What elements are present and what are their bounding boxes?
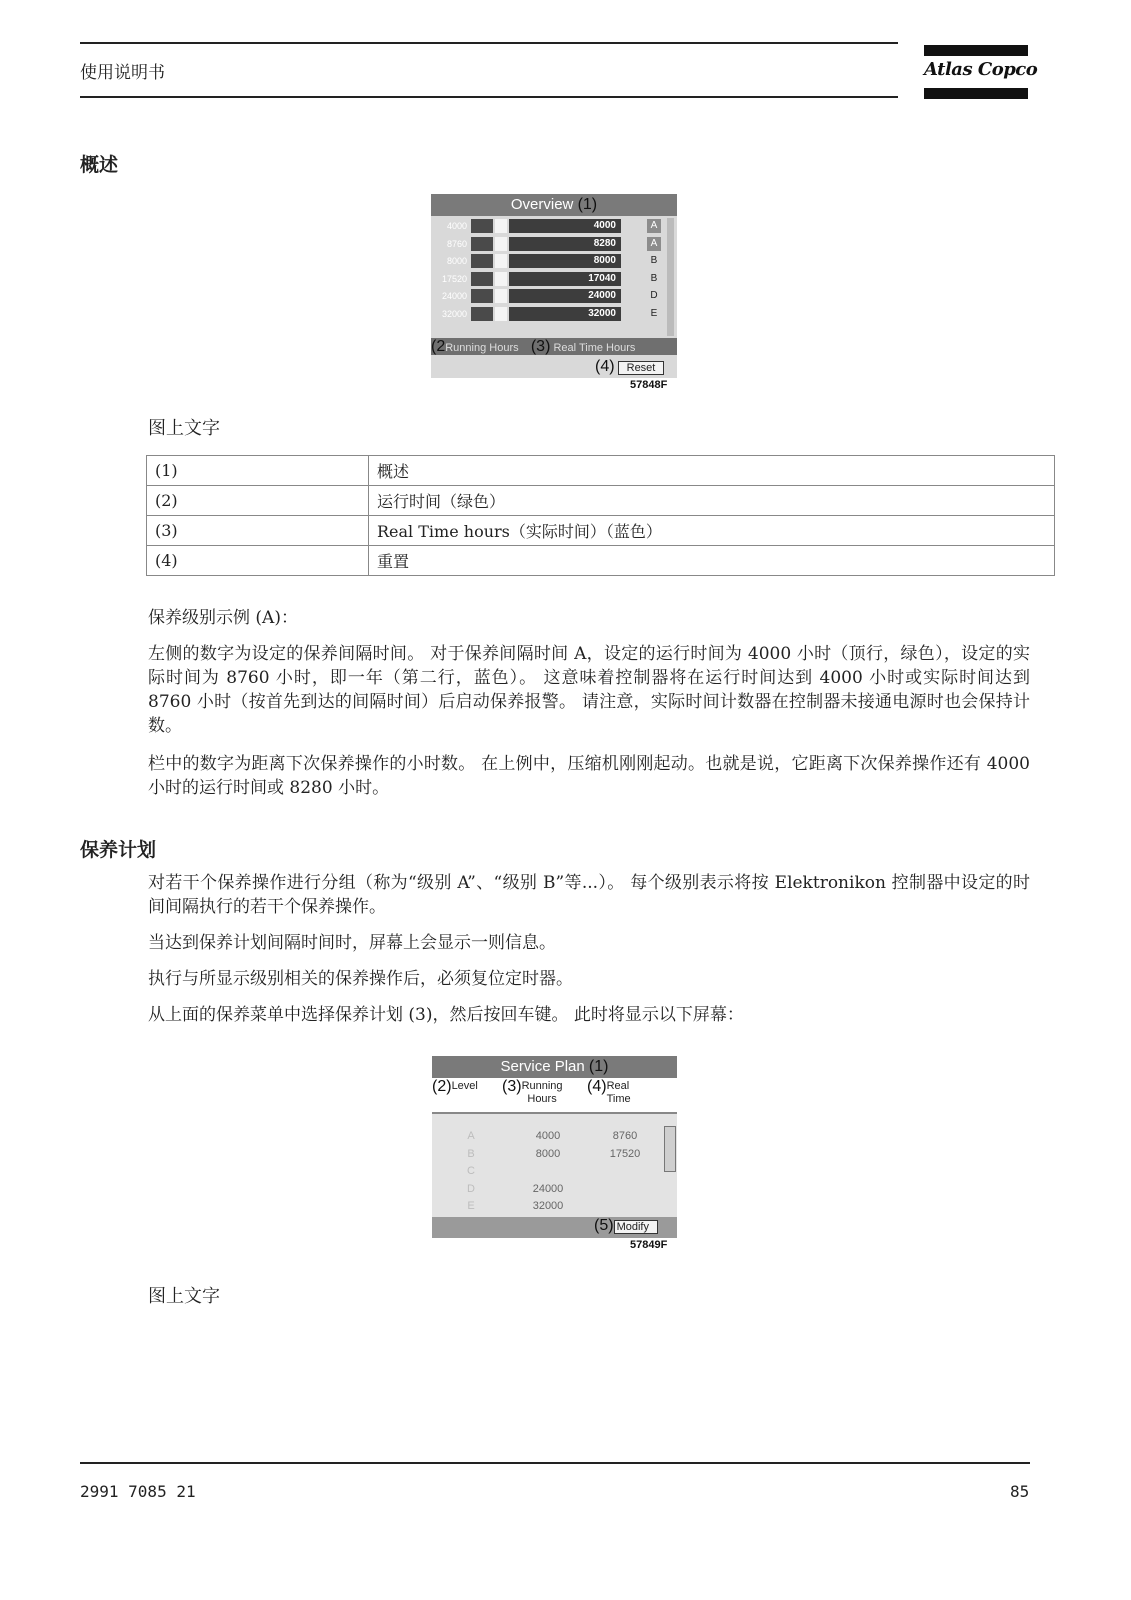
- figure-id-57848F: 57848F: [630, 379, 668, 391]
- realtime-bar: [495, 254, 507, 268]
- level-letter: A: [647, 237, 661, 251]
- level-letter: B: [650, 255, 658, 267]
- column-level: (2)Level: [432, 1078, 478, 1095]
- list-item: [432, 1183, 677, 1199]
- column-running-hours: (3) Running Hours: [502, 1078, 563, 1105]
- remaining-hours: 24000: [509, 289, 621, 303]
- remaining-hours: 8000: [509, 254, 621, 268]
- atlas-copco-logo: Atlas Copco: [924, 45, 1028, 99]
- footer-rule: [80, 1462, 1030, 1464]
- header-top-rule: [80, 42, 898, 44]
- paragraph-reset-timer: 执行与所显示级别相关的保养操作后，必须复位定时器。: [148, 969, 573, 989]
- interval-value: 8760: [446, 238, 467, 249]
- paragraph-level-grouping: 对若干个保养操作进行分组（称为“级别 A”、“级别 B”等...）。 每个级别表示将按 Elektronikon 控制器中设定的时间间隔执行的若干个保养操作。: [148, 873, 1030, 917]
- level-letter: A: [647, 219, 661, 233]
- paragraph-hours-remaining: 栏中的数字为距离下次保养操作的小时数。 在上例中，压缩机刚刚起动。也就是说，它距离下次保养操作还有 4000 小时的运行时间或 8280 小时。: [148, 754, 1030, 798]
- realtime-bar: [495, 307, 507, 321]
- interval-value: 24000: [441, 291, 467, 302]
- remaining-hours: 8280: [509, 237, 621, 251]
- table-row: [431, 307, 677, 322]
- remaining-hours: 32000: [509, 307, 621, 321]
- table-row: (1) 概述: [147, 456, 1055, 486]
- legend-table: [146, 455, 1055, 576]
- table-row: [431, 237, 677, 252]
- running-bar: [471, 272, 493, 286]
- list-item: [432, 1165, 677, 1181]
- section-heading-service-plan: 保养计划: [80, 839, 157, 861]
- interval-value: 17520: [441, 273, 467, 284]
- running-hours-value: 4000: [535, 1130, 561, 1142]
- level-letter: C: [467, 1165, 475, 1177]
- running-hours-value: 32000: [532, 1200, 564, 1212]
- real-time-value: 8760: [612, 1130, 638, 1142]
- modify-softkey[interactable]: (5) Modify: [594, 1217, 658, 1235]
- realtime-bar: [495, 272, 507, 286]
- paragraph-example-label: 保养级别示例 (A)：: [148, 608, 298, 628]
- page-number: 85: [1010, 1482, 1030, 1501]
- overview-footer: (2Running Hours (3) Real Time Hours: [431, 338, 677, 355]
- table-row: (2) 运行时间（绿色）: [147, 486, 1055, 516]
- document-title: 使用说明书: [80, 63, 165, 83]
- paragraph-interval-explanation: 左侧的数字为设定的保养间隔时间。 对于保养间隔时间 A，设定的运行时间为 4000 小时（顶行，绿色），设定的实际时间为 8760 小时，即一年（第二行，蓝色）。 这意味着控制器将在运行时间达到 4000 小时或实际时间达到 8760 小时（按首先到达的间隔时间）后启动保养报警。 请注意，实际时间计数器在控制器未接通电源时也会保持计数。: [148, 644, 1030, 736]
- figure-caption: 图上文字: [148, 418, 220, 439]
- level-letter: D: [467, 1182, 475, 1195]
- list-item: [432, 1200, 677, 1216]
- level-letter: B: [650, 272, 658, 284]
- level-letter: D: [650, 290, 658, 302]
- service-plan-screen: [432, 1056, 677, 1238]
- running-bar: [471, 254, 493, 268]
- scrollbar-icon: [664, 1126, 676, 1172]
- section-heading-overview: 概述: [80, 154, 119, 176]
- table-row: [431, 289, 677, 304]
- reset-softkey[interactable]: (4) Reset: [595, 358, 664, 376]
- running-bar: [471, 219, 493, 233]
- figure-caption: 图上文字: [148, 1286, 220, 1307]
- overview-screen-title: Overview (1): [431, 194, 677, 216]
- table-row: [431, 219, 677, 234]
- header-bottom-rule: [80, 96, 898, 98]
- realtime-bar: [495, 237, 507, 251]
- list-item: [432, 1148, 677, 1164]
- figure-id-57849F: 57849F: [630, 1239, 668, 1251]
- level-letter: A: [467, 1130, 475, 1142]
- table-row: [431, 272, 677, 287]
- paragraph-message-shown: 当达到保养计划间隔时间时，屏幕上会显示一则信息。: [148, 933, 556, 953]
- interval-value: 8000: [446, 256, 467, 267]
- running-hours-value: 8000: [535, 1147, 561, 1160]
- realtime-bar: [495, 289, 507, 303]
- level-letter: B: [467, 1147, 475, 1160]
- table-row: (4) 重置: [147, 546, 1055, 576]
- running-hours-value: 24000: [532, 1182, 564, 1195]
- modify-button[interactable]: Modify: [614, 1220, 658, 1234]
- table-row: [431, 254, 677, 269]
- scrollbar-icon: [667, 218, 674, 336]
- paragraph-select-service-plan: 从上面的保养菜单中选择保养计划 (3)，然后按回车键。 此时将显示以下屏幕：: [148, 1005, 744, 1025]
- interval-value: 32000: [441, 309, 467, 319]
- running-bar: [471, 289, 493, 303]
- column-real-time: (4) Real Time: [587, 1078, 631, 1105]
- list-item: [432, 1130, 677, 1146]
- realtime-bar: [495, 219, 507, 233]
- running-bar: [471, 237, 493, 251]
- interval-value: 4000: [446, 221, 467, 231]
- remaining-hours: 4000: [509, 219, 621, 233]
- running-bar: [471, 307, 493, 321]
- real-time-value: 17520: [609, 1147, 641, 1160]
- remaining-hours: 17040: [509, 272, 621, 286]
- document-number: 2991 7085 21: [80, 1482, 196, 1501]
- reset-button[interactable]: Reset: [618, 361, 665, 375]
- level-letter: E: [650, 308, 658, 319]
- overview-screen: [431, 194, 677, 378]
- service-plan-title: Service Plan (1): [432, 1056, 677, 1078]
- table-row: (3) Real Time hours（实际时间）（蓝色）: [147, 516, 1055, 546]
- level-letter: E: [467, 1200, 475, 1212]
